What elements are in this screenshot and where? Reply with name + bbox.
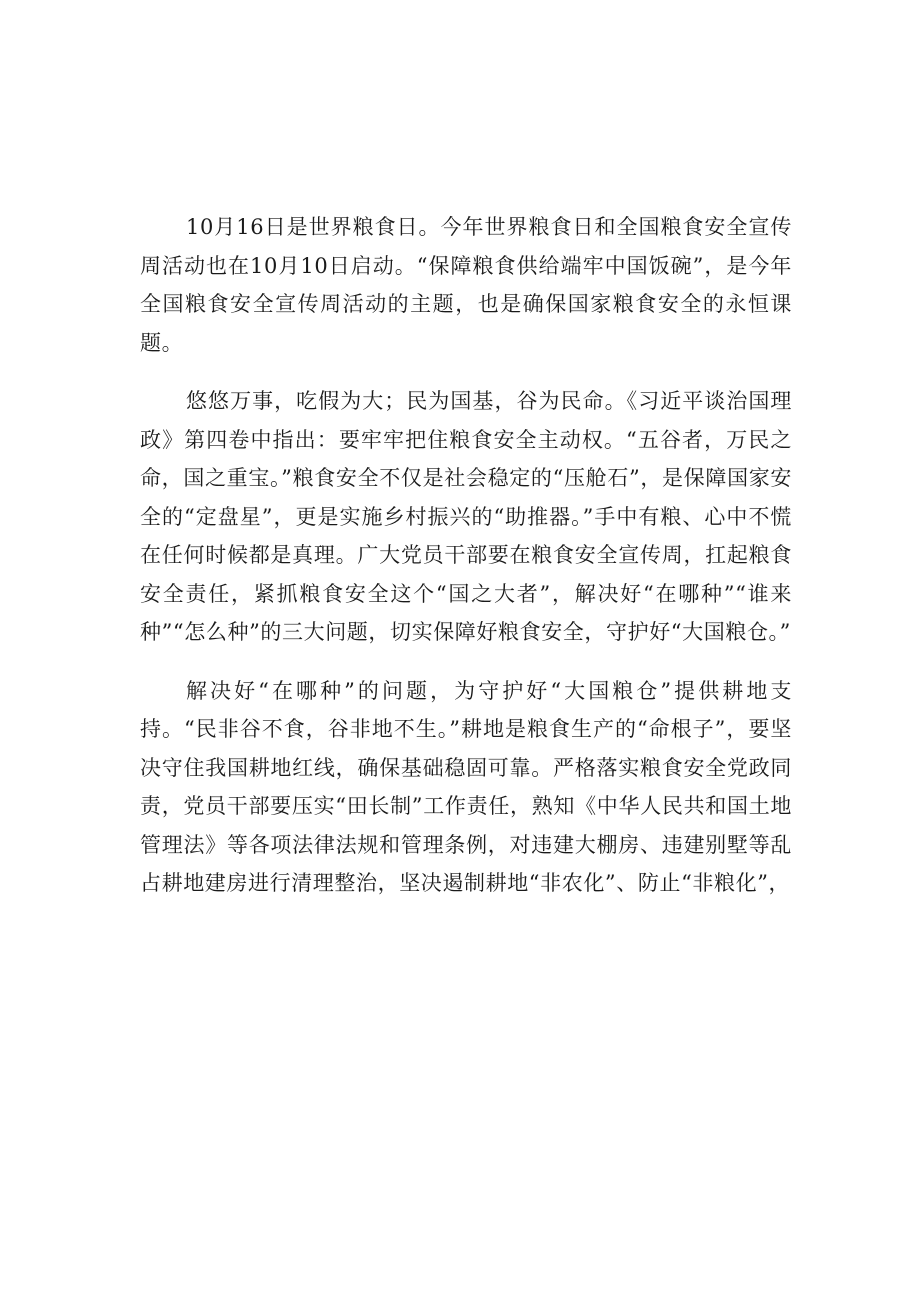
document-body (140, 208, 792, 923)
paragraph-1: 10月16日是世界粮食日。今年世界粮食日和全国粮食安全宣传周活动也在10月10日启动。“保障粮食供给端牢中国饭碗”，是今年全国粮食安全宣传周活动的主题，也是确保国家粮食安全的永恒课题。 (140, 215, 792, 355)
paragraph-3: 解决好“在哪种”的问题，为守护好“大国粮仓”提供耕地支持。“民非谷不食，谷非地不生。”耕地是粮食生产的“命根子”，要坚决守住我国耕地红线，确保基础稳固可靠。严格落实粮食安全党政同责，党员干部要压实“田长制”工作责任，熟知《中华人民共和国土地管理法》等各项法律法规和管理条例，对违建大棚房、违建别墅等乱占耕地建房进行清理整治，坚决遏制耕地“非农化”、防止“非粮化”， (140, 678, 792, 895)
paragraph-2: 悠悠万事，吃假为大；民为国基，谷为民命。《习近平谈治国理政》第四卷中指出：要牢牢把住粮食安全主动权。“五谷者，万民之命，国之重宝。”粮食安全不仅是社会稳定的“压舱石”，是保障国家安全的“定盘星”，更是实施乡村振兴的“助推器。”手中有粮、心中不慌在任何时候都是真理。广大党员干部要在粮食安全宣传周，扛起粮食安全责任，紧抓粮食安全这个“国之大者”，解决好“在哪种”“谁来种”“怎么种”的三大问题，切实保障好粮食安全，守护好“大国粮仓。” (140, 389, 792, 644)
